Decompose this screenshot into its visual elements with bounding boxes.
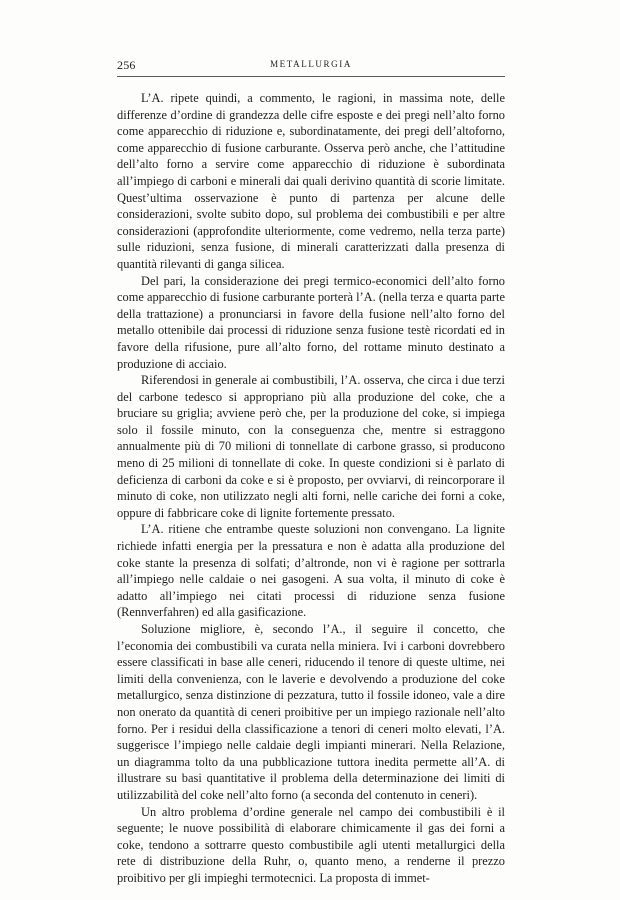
paragraph: L’A. ripete quindi, a commento, le ragioni, in massima note, delle differenze d’ordine di grandezza delle cifre esposte e dei pregi nell’alto forno come apparecchio di riduzione e, subordinatamente, dei pregi dell’altoforno, come apparecchio di fusione carburante. Osserva però anche, che l’attitudine dell’alto forno a servire come apparecchio di riduzione è subordinata all’impiego di carboni e minerali dai quali derivino quantità di scorie limitate. Quest’ultima osservazione è punto di partenza per alcune delle considerazioni, svolte subito dopo, sul problema dei combustibili e per altre considerazioni (approfondite ulteriormente, come vedremo, nella terza parte) sulle riduzioni, senza fusione, di minerali caratterizzati dalla presenza di quantità rilevanti di ganga silicea.: [117, 91, 505, 271]
body-text: [117, 90, 505, 887]
page-number: 256: [117, 58, 136, 72]
paragraph: Del pari, la considerazione dei pregi termico-economici dell’alto forno come apparecchio di fusione carburante porterà l’A. (nella terza e quarta parte della trattazione) a pronunciarsi in favore della fusione nell’alto forno del metallo ottenibile dai processi di riduzione senza fusione testè ricordati ed in favore della rifusione, pure all’alto forno, del rottame minuto destinato a produzione di acciaio.: [117, 273, 505, 371]
page-header: [117, 58, 505, 74]
paragraph: Riferendosi in generale ai combustibili, l’A. osserva, che circa i due terzi del carbone tedesco si appropriano più alla produzione del coke, che a bruciare su griglia; avviene però che, per la produzione del coke, si impiega solo il fossile minuto, con la conseguenza che, mentre si estraggono annualmente più di 70 milioni di tonnellate di carbone grasso, si producono meno di 25 milioni di tonnellate di coke. In queste condizioni si è parlato di deficienza di carboni da coke e si è proposto, per ovviarvi, di reincorporare il minuto di coke, non utilizzato negli alti forni, nelle cariche dei forni a coke, oppure di fabbricare coke di lignite fortemente pressato.: [117, 373, 505, 520]
paragraph: L’A. ritiene che entrambe queste soluzioni non convengano. La lignite richiede infatti energia per la pressatura e non è adatta alla produzione del coke stante la presenza di solfati; d’altronde, non vi è ragione per sottrarla all’impiego nelle caldaie o nei gasogeni. A sua volta, il minuto di coke è adatto all’impiego nei citati processi di riduzione senza fusione (Rennverfahren) ed alla gasificazione.: [117, 522, 505, 620]
header-rule: [117, 76, 505, 77]
paragraph: Un altro problema d’ordine generale nel campo dei combustibili è il seguente; le nuove possibilità di elaborare chimicamente il gas dei forni a coke, tendono a sottrarre questo combustibile agli utenti metallurgici della rete di distribuzione della Ruhr, o, quanto meno, a renderne il prezzo proibitivo per gli impieghi termotecnici. La proposta di immet-: [117, 804, 505, 885]
paragraph: Soluzione migliore, è, secondo l’A., il seguire il concetto, che l’economia dei combustibili va curata nella miniera. Ivi i carboni dovrebbero essere classificati in base alle ceneri, riducendo il tenore di queste ultime, nei limiti della convenienza, con le laverie e devolvendo a produzione del coke metallurgico, senza distinzione di pezzatura, tutto il fossile idoneo, vale a dire non onerato da quantità di ceneri proibitive per un impiego razionale nell’alto forno. Per i residui della classificazione a tenori di ceneri molto elevati, l’A. suggerisce l’impiego nelle caldaie degli impianti minerari. Nella Relazione, un diagramma tolto da una pubblicazione tuttora inedita permette all’A. di illustrare su basi quantitative il problema della determinazione dei limiti di utilizzabilità del coke nell’alto forno (a seconda del contenuto in ceneri).: [117, 622, 505, 802]
running-title: METALLURGIA: [270, 59, 352, 69]
